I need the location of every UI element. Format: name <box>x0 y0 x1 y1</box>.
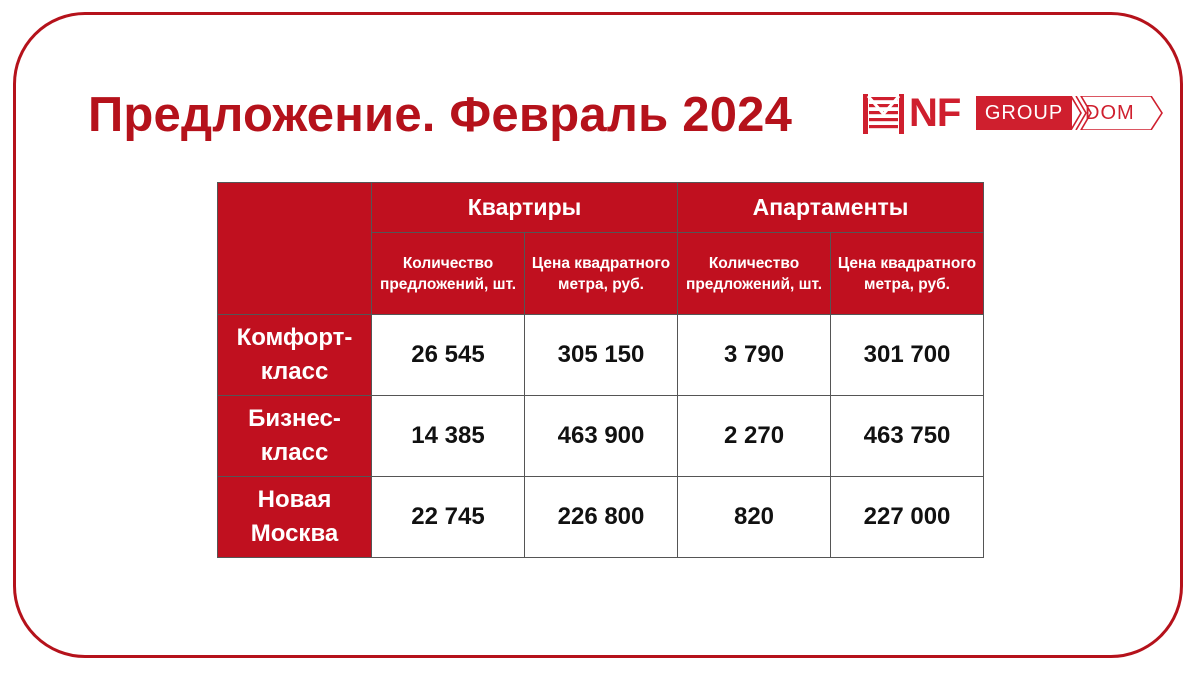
row-header <box>218 315 372 396</box>
table-cell: 227 000 <box>831 477 984 558</box>
row-header <box>218 477 372 558</box>
table-cell: 820 <box>678 477 831 558</box>
slide-title: Предложение. Февраль 2024 <box>88 88 793 142</box>
subheader-label: Цена квадратного метра, руб. <box>837 254 977 293</box>
table-row <box>218 315 984 396</box>
subheader-count <box>372 233 525 315</box>
table-cell: 226 800 <box>525 477 678 558</box>
row-header <box>218 396 372 477</box>
company-logo <box>863 91 1163 135</box>
row-label: Бизнес-класс <box>248 405 341 466</box>
table-row <box>218 396 984 477</box>
table-cell: 463 750 <box>831 396 984 477</box>
logo-nf-text: NF <box>909 91 961 135</box>
offer-table <box>217 182 984 558</box>
table-row <box>218 477 984 558</box>
table-cell: 463 900 <box>525 396 678 477</box>
row-label: Новая Москва <box>250 486 339 547</box>
subheader-count <box>678 233 831 315</box>
table-cell: 14 385 <box>372 396 525 477</box>
row-label: Комфорт-класс <box>236 324 353 385</box>
logo-dom-label: DOM <box>1085 102 1135 124</box>
logo-m-mark-icon <box>863 94 907 134</box>
subheader-price <box>831 233 984 315</box>
group-header-apartments: Квартиры <box>372 183 678 233</box>
logo-group-label: GROUP <box>976 96 1072 130</box>
table-cell: 301 700 <box>831 315 984 396</box>
table-cell: 305 150 <box>525 315 678 396</box>
table-cell: 2 270 <box>678 396 831 477</box>
table-cell: 3 790 <box>678 315 831 396</box>
subheader-label: Цена квадратного метра, руб. <box>531 254 671 293</box>
table-cell: 22 745 <box>372 477 525 558</box>
subheader-price <box>525 233 678 315</box>
group-header-serviced-apartments: Апартаменты <box>678 183 984 233</box>
table-corner-cell <box>218 183 372 315</box>
subheader-label: Количество предложений, шт. <box>685 254 823 293</box>
subheader-label: Количество предложений, шт. <box>379 254 517 293</box>
table-cell: 26 545 <box>372 315 525 396</box>
